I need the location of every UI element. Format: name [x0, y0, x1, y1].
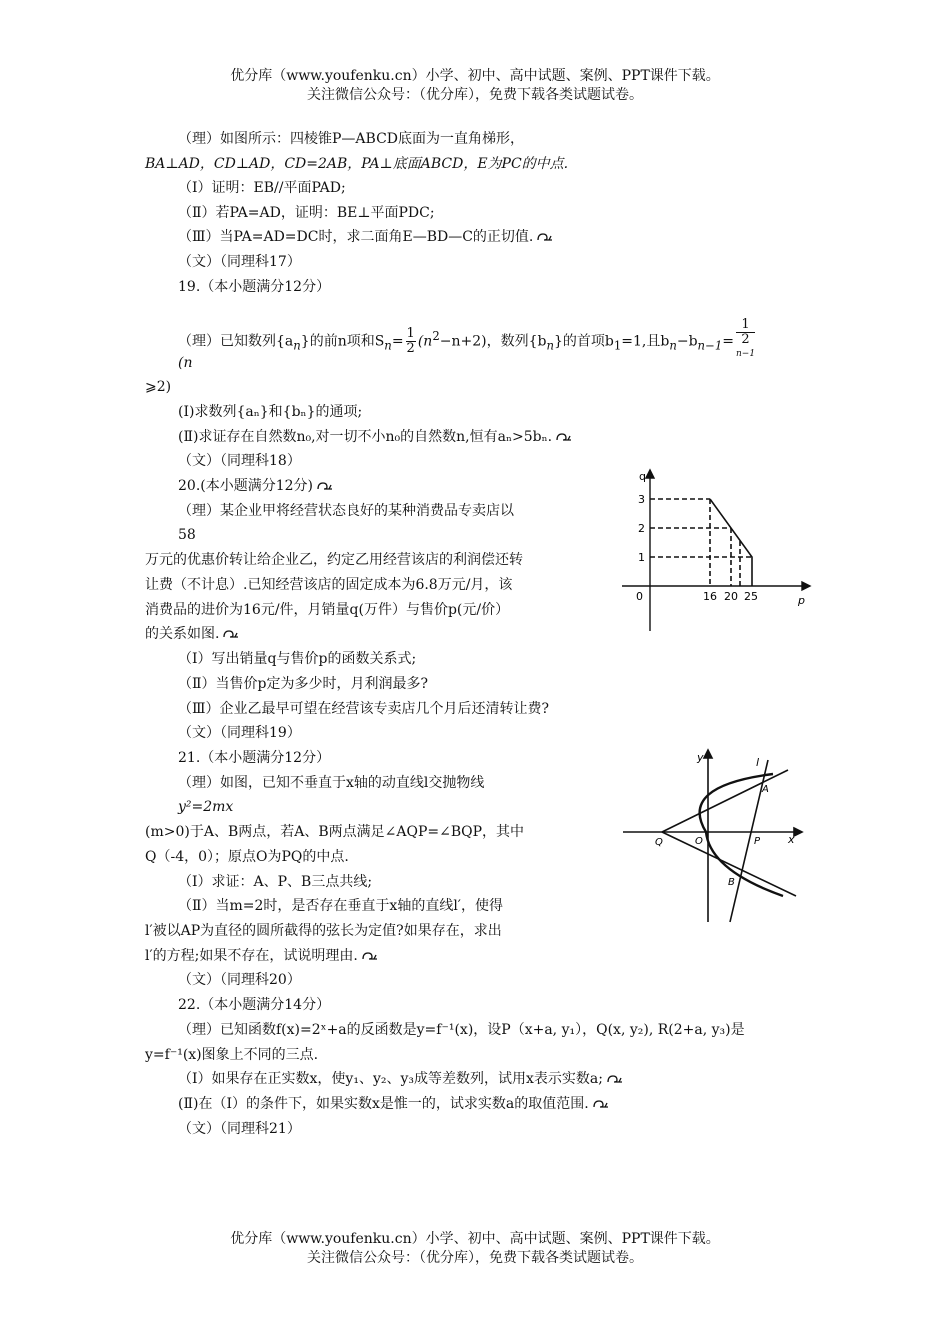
q21-line-5: （Ⅰ）求证：A、P、B三点共线; [178, 874, 373, 890]
q18-line-2: BA⊥AD，CD⊥AD，CD=2AB，PA⊥底面ABCD，E为PC的中点. [145, 156, 569, 172]
point-a-label: A [762, 784, 769, 795]
q18-line-3: （Ⅰ）证明：EB//平面PAD; [178, 180, 346, 196]
snail-mark-icon [536, 232, 554, 242]
line-l-label: l [756, 756, 760, 769]
header-line-1: 优分库（www.youfenku.cn）小学、初中、高中试题、案例、PPT课件下载。 [230, 68, 720, 84]
q18-line-6: （文）（同理科17） [178, 254, 301, 270]
q22-line-1: （理）已知函数f(x)=2ˣ+a的反函数是y=f⁻¹(x)，设P（x+a, y₁），Q(x, y₂), R(2+a, y₃)是 [178, 1022, 745, 1038]
q18-line-5: （Ⅲ）当PA=AD=DC时，求二面角E—BD—C的正切值. [178, 227, 554, 247]
guide-lines [650, 499, 752, 586]
point-q-label: Q [655, 837, 663, 848]
x-axis-arrow-icon [794, 828, 802, 836]
q19-line-5: (Ⅱ)求证存在自然数n₀,对一切不小n₀的自然数n,恒有aₙ>5bₙ. [178, 427, 573, 447]
point-p-label: P [754, 836, 761, 847]
q22-line-4: (Ⅱ)在（Ⅰ）的条件下，如果实数x是惟一的，试求实数a的取值范围. [178, 1094, 610, 1114]
origin-label: 0 [636, 590, 643, 603]
q20-line-9: （Ⅲ）企业乙最早可望在经营该专卖店几个月后还清转让费? [178, 701, 550, 717]
q22-line-2: y=f⁻¹(x)图象上不同的三点. [145, 1047, 319, 1063]
x-tick-25: 25 [744, 590, 758, 603]
footer-line-2: 关注微信公众号：（优分库），免费下载各类试题试卷。 [307, 1250, 643, 1266]
q21-line-9: （文）（同理科20） [178, 972, 301, 988]
y-tick-1: 1 [638, 551, 645, 564]
q21-heading: 21.（本小题满分12分） [178, 750, 331, 766]
fraction-power: 1 2 $^{n-1}$ [735, 317, 756, 359]
q22-line-3: （Ⅰ）如果存在正实数x，使y₁、y₂、y₃成等差数列，试用x表示实数a; [178, 1069, 624, 1089]
q20-line-5: 消费品的进价为16元/件，月销量q(万件）与售价p(元/价） [145, 602, 510, 618]
y-axis-label: q [639, 470, 646, 483]
q22-heading: 22.（本小题满分14分） [178, 997, 331, 1013]
y-axis-arrow-icon [704, 750, 712, 758]
q20-sales-price-graph [612, 466, 812, 636]
y-axis-label: y [697, 751, 704, 764]
y-tick-2: 2 [638, 522, 645, 535]
q20-line-1: （理）某企业甲将经营状态良好的某种消费品专卖店以 [178, 503, 514, 519]
fraction-half: $\frac{1}{2}$ [406, 326, 415, 357]
q19-line-3: ⩾2) [145, 379, 172, 395]
q21-line-3: (m>0)于A、B两点，若A、B两点满足∠AQP=∠BQP，其中 [145, 824, 525, 840]
q19-line-1: （理）已知数列$\{a_n\}$的前n项和$S_n=$ $\frac{1}{2}$ $(n^2-n+2)$，数列$\{b_n\}$的首项$b_1=1$,且$b_n-b_{n-1}=$ 1 2 $^{n-1}$ [178, 318, 757, 365]
y-axis-arrow-icon [646, 470, 654, 478]
snail-mark-icon [222, 629, 240, 639]
q21-line-7: l′被以AP为直径的圆所截得的弦长为定值?如果存在，求出 [145, 923, 502, 939]
q19-line-4: (Ⅰ)求数列{aₙ}和{bₙ}的通项; [178, 404, 363, 420]
point-b-label: B [728, 877, 735, 888]
snail-mark-icon [316, 481, 334, 491]
q19-line-2: (n [178, 355, 193, 371]
q21-line-2: y²=2mx [178, 799, 234, 815]
q20-line-8: （Ⅱ）当售价p定为多少时，月利润最多? [178, 676, 428, 692]
y-tick-3: 3 [638, 493, 645, 506]
snail-mark-icon [592, 1099, 610, 1109]
q20-line-2: 58 [178, 527, 196, 543]
q18-line-4: （Ⅱ）若PA=AD，证明：BE⊥平面PDC; [178, 205, 435, 221]
q21-line-1: （理）如图，已知不垂直于x轴的动直线l交抛物线 [178, 775, 485, 791]
snail-mark-icon [361, 951, 379, 961]
q19-line-6: （文）（同理科18） [178, 453, 301, 469]
x-tick-16: 16 [703, 590, 717, 603]
q21-line-4: Q（-4，0）；原点O为PQ的中点. [145, 849, 349, 865]
snail-mark-icon [606, 1074, 624, 1084]
x-tick-20: 20 [724, 590, 738, 603]
q19-heading: 19.（本小题满分12分） [178, 279, 331, 295]
x-axis-arrow-icon [802, 582, 810, 590]
q20-heading: 20.(本小题满分12分) [178, 476, 334, 496]
q22-line-5: （文）（同理科21） [178, 1121, 301, 1137]
x-axis-label: x [788, 833, 795, 846]
x-axis-label: p [798, 594, 805, 607]
q18-line-1: （理）如图所示：四棱锥P—ABCD底面为一直角梯形， [178, 131, 525, 147]
q21-parabola-graph [618, 746, 808, 926]
q20-line-10: （文）（同理科19） [178, 725, 301, 741]
point-o-label: O [695, 836, 703, 847]
q21-line-8: l′的方程;如果不存在，试说明理由. [145, 946, 379, 966]
snail-mark-icon [555, 432, 573, 442]
q20-line-7: （Ⅰ）写出销量q与售价p的函数关系式; [178, 651, 417, 667]
q20-line-3: 万元的优惠价转让给企业乙，约定乙用经营该店的利润偿还转 [145, 552, 523, 568]
line-qa [662, 770, 788, 832]
footer-line-1: 优分库（www.youfenku.cn）小学、初中、高中试题、案例、PPT课件下载。 [230, 1231, 720, 1247]
q21-line-6: （Ⅱ）当m=2时，是否存在垂直于x轴的直线l′，使得 [178, 898, 503, 914]
q20-line-6: 的关系如图. [145, 624, 240, 644]
header-line-2: 关注微信公众号：（优分库），免费下载各类试题试卷。 [307, 87, 643, 103]
q20-line-4: 让费（不计息）.已知经营该店的固定成本为6.8万元/月，该 [145, 577, 513, 593]
